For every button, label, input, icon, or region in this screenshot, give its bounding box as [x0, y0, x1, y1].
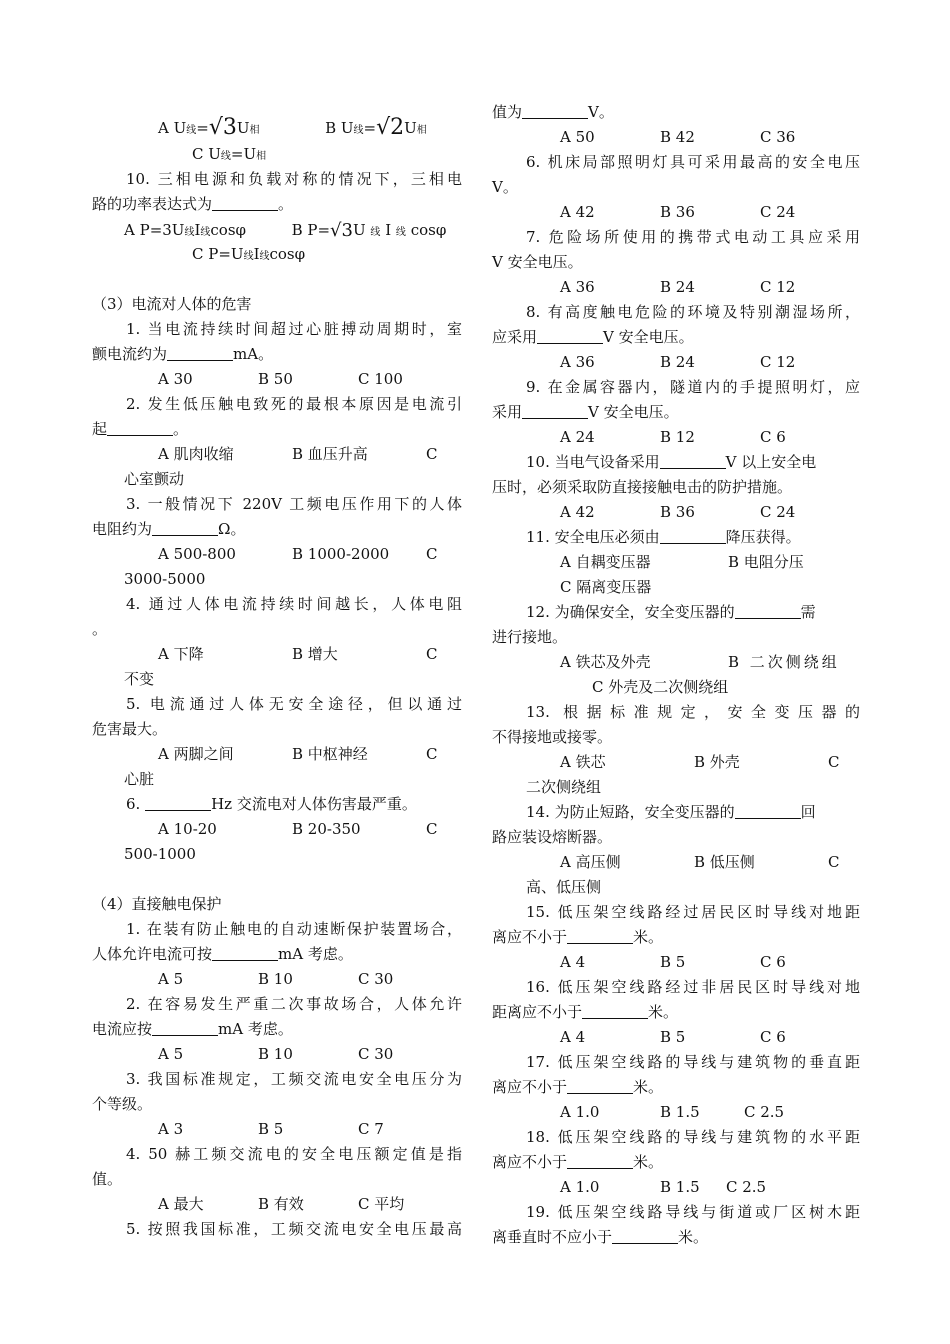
option-b: B 24 [660, 278, 695, 296]
option-c: C 6 [760, 428, 786, 446]
cos-phi: cosφ [410, 221, 447, 239]
option-a: A 高压侧 [560, 853, 621, 871]
option-c: C 6 [760, 953, 786, 971]
question-line [92, 792, 462, 817]
option-a: A 两脚之间 [158, 745, 234, 763]
options-row [92, 1192, 462, 1217]
options-row [92, 1042, 462, 1067]
option-a: A 1.0 [560, 1178, 600, 1196]
text: 需 [800, 603, 816, 621]
text: 离应不小于 [492, 1153, 568, 1171]
i-symbol: I [253, 245, 260, 263]
option-b: B 有效 [258, 1195, 304, 1213]
answer-blank[interactable] [582, 1004, 648, 1019]
options-row [492, 500, 860, 525]
question-line: 1. 在装有防止触电的自动速断保护装置场合， [126, 920, 462, 938]
option-c: C 12 [760, 278, 796, 296]
question-line: 3. 我国标准规定，工频交流电安全电压分为 [126, 1070, 462, 1088]
right-column [492, 100, 860, 1250]
option-c: C [426, 545, 438, 563]
question-line: 。 [92, 620, 108, 638]
option-a: A 4 [560, 953, 586, 971]
text: 电阻约为 [92, 520, 153, 538]
options-row [92, 742, 462, 767]
formula-options-row [92, 112, 462, 142]
option-c: C 30 [358, 970, 394, 988]
question-line [492, 1225, 860, 1250]
option-a: A 1.0 [560, 1103, 600, 1121]
text: 回 [800, 803, 816, 821]
text: 11. 安全电压必须由 [526, 528, 660, 546]
option-b: B 5 [660, 1028, 686, 1046]
text: 米。 [633, 1153, 664, 1171]
text: 12. 为确保安全，安全变压器的 [526, 603, 735, 621]
question-line [92, 942, 462, 967]
subscript: 相 [249, 125, 260, 136]
options-row [492, 200, 860, 225]
question-line: 13. 根据标准规定，安全变压器的 [526, 703, 860, 721]
option-b: B 5 [660, 953, 686, 971]
option-b: B 10 [258, 1045, 293, 1063]
option-a: A 3 [158, 1120, 184, 1138]
subscript: 相 [416, 125, 427, 136]
spacer [92, 267, 462, 292]
option-c-wrap: 心室颤动 [124, 470, 185, 488]
answer-blank[interactable] [660, 529, 726, 544]
text: 值为 [492, 103, 523, 121]
answer-blank[interactable] [735, 604, 801, 619]
text: mA 考虑。 [278, 945, 353, 963]
question-line: 路应装设熔断器。 [492, 828, 613, 846]
answer-blank[interactable] [735, 804, 801, 819]
option-c-wrap: 不变 [124, 670, 155, 688]
subscript: 线 [353, 125, 364, 136]
question-line: 2. 发生低压触电致死的最根本原因是电流引 [126, 395, 462, 413]
options-row [492, 350, 860, 375]
q10-option-c [92, 242, 462, 267]
option-c: C 7 [358, 1120, 384, 1138]
subscript: 线 [220, 151, 231, 162]
answer-blank[interactable] [537, 329, 603, 344]
text: 10. 当电气设备采用 [526, 453, 660, 471]
answer-blank[interactable] [522, 404, 588, 419]
option-a: A 下降 [158, 645, 204, 663]
options-row [492, 550, 860, 575]
answer-blank[interactable] [612, 1229, 678, 1244]
options-row [492, 850, 860, 875]
option-b: B 24 [660, 353, 695, 371]
question-line [92, 1017, 462, 1042]
text: 颤电流约为 [92, 345, 168, 363]
spacer [92, 867, 462, 892]
option-a: A 5 [158, 970, 184, 988]
options-row [492, 950, 860, 975]
option-a: A 42 [560, 203, 595, 221]
equals: = [196, 119, 209, 137]
question-line: 9. 在金属容器内，隧道内的手提照明灯，应 [526, 378, 860, 396]
option-b: B 50 [258, 370, 293, 388]
text: Hz 交流电对人体伤害最严重。 [211, 795, 417, 813]
answer-blank[interactable] [167, 346, 233, 361]
text: V。 [588, 103, 614, 121]
options-row [92, 367, 462, 392]
option-c: C 30 [358, 1045, 394, 1063]
subscript: 线 [200, 227, 211, 238]
option-b: B 36 [660, 203, 695, 221]
question-line: 5. 按照我国标准，工频交流电安全电压最高 [126, 1220, 462, 1238]
equals: = [363, 119, 377, 137]
options-row [492, 750, 860, 775]
option-c: C 24 [760, 203, 796, 221]
question-line [492, 1150, 860, 1175]
option-a: A 肌肉收缩 [158, 445, 234, 463]
options-row: C 外壳及二次侧绕组 [592, 678, 729, 696]
option-a: A 500-800 [158, 545, 236, 563]
answer-blank[interactable] [152, 1021, 218, 1036]
text: 。 [173, 420, 189, 438]
option-c-wrap: 心脏 [124, 770, 155, 788]
question-line [92, 417, 462, 442]
options-row [492, 125, 860, 150]
options-row [492, 275, 860, 300]
answer-blank[interactable] [145, 796, 211, 811]
question-line: 4. 通过人体电流持续时间越长，人体电阻 [126, 595, 462, 613]
answer-blank[interactable] [660, 454, 726, 469]
question-line: 2. 在容易发生严重二次事故场合，人体允许 [126, 995, 462, 1013]
text: 。 [278, 195, 294, 213]
question-line: 3. 一般情况下 220V 工频电压作用下的人体 [126, 495, 462, 513]
text: 离应不小于 [492, 1078, 568, 1096]
question-line [492, 600, 860, 625]
i-symbol: I [194, 221, 201, 239]
option-b: B 1.5 [660, 1103, 700, 1121]
text: V 安全电压。 [603, 328, 694, 346]
option-c: C [426, 820, 438, 838]
question-line: 16. 低压架空线路经过非居民区时导线对地 [526, 978, 860, 996]
option-b: B 5 [258, 1120, 284, 1138]
sqrt-symbol: √2 [376, 115, 405, 140]
options-row [492, 650, 860, 675]
question-line: 17. 低压架空线路的导线与建筑物的垂直距 [526, 1053, 860, 1071]
option-b: B 12 [660, 428, 695, 446]
question-line: 7. 危险场所使用的携带式电动工具应采用 [526, 228, 860, 246]
option-c: C [828, 753, 840, 771]
text: 电流应按 [92, 1020, 153, 1038]
option-b: B 低压侧 [694, 853, 755, 871]
option-c: C [426, 445, 438, 463]
option-c: C 24 [760, 503, 796, 521]
subscript: 线 [395, 227, 406, 238]
options-row [92, 442, 462, 467]
question-line: 8. 有高度触电危险的环境及特别潮湿场所， [526, 303, 860, 321]
option-b: B 42 [660, 128, 695, 146]
question-line: 1. 当电流持续时间超过心脏搏动周期时，室 [126, 320, 462, 338]
text: 起 [92, 420, 108, 438]
question-number: 6. [126, 795, 141, 813]
option-c: C 平均 [358, 1195, 405, 1213]
sqrt-symbol: √3 [330, 220, 353, 241]
options-row [492, 1100, 860, 1125]
option-c: C 36 [760, 128, 796, 146]
options-row [492, 1025, 860, 1050]
question-line: 不得接地或接零。 [492, 728, 613, 746]
option-b: B 1.5 [660, 1178, 700, 1196]
option-b: B P= [291, 221, 331, 239]
option-b: B 外壳 [694, 753, 740, 771]
option-c: C 2.5 [726, 1178, 767, 1196]
answer-blank[interactable] [212, 946, 278, 961]
answer-blank[interactable] [107, 421, 173, 436]
question-line [492, 100, 860, 125]
question-line: 压时，必须采取防直接接触电击的防护措施。 [492, 478, 793, 496]
section-heading: （4）直接触电保护 [92, 895, 222, 913]
option-a: A 36 [560, 278, 595, 296]
text: mA。 [233, 345, 274, 363]
question-line: 危害最大。 [92, 720, 168, 738]
q10-options-ab [92, 217, 462, 242]
text: 人体允许电流可按 [92, 945, 213, 963]
question-line [492, 325, 860, 350]
question-line: 个等级。 [92, 1095, 153, 1113]
option-b: B 增大 [292, 645, 338, 663]
question-line: 4. 50 赫工频交流电的安全电压额定值是指 [126, 1145, 462, 1163]
u-symbol: U [404, 119, 417, 137]
text: 路的功率表达式为 [92, 195, 213, 213]
answer-blank[interactable] [152, 521, 218, 536]
text: 离应不小于 [492, 928, 568, 946]
text: 米。 [678, 1228, 709, 1246]
question-line: 15. 低压架空线路经过居民区时导线对地距 [526, 903, 860, 921]
question-line: 19. 低压架空线路导线与街道或厂区树木距 [526, 1203, 860, 1221]
question-line [492, 450, 860, 475]
options-row: C 隔离变压器 [560, 578, 652, 596]
formula-option-c-row [92, 142, 462, 167]
option-c-wrap: 高、低压侧 [526, 878, 602, 896]
text: 距离应不小于 [492, 1003, 583, 1021]
question-line [92, 342, 462, 367]
option-b: B U [325, 119, 354, 137]
text: mA 考虑。 [218, 1020, 293, 1038]
question-line [492, 525, 860, 550]
option-c-wrap: 3000-5000 [124, 570, 206, 588]
question-line: 值。 [92, 1170, 123, 1188]
option-b: B 电阻分压 [728, 553, 804, 571]
text: 米。 [648, 1003, 679, 1021]
option-b: B 中枢神经 [292, 745, 368, 763]
subscript: 线 [370, 227, 381, 238]
cos-phi: cosφ [269, 245, 306, 263]
option-c: C U [192, 145, 221, 163]
text: 米。 [633, 1078, 664, 1096]
option-a: A 4 [560, 1028, 586, 1046]
question-line [492, 925, 860, 950]
option-c: C 6 [760, 1028, 786, 1046]
option-c: C 2.5 [744, 1103, 785, 1121]
question-line [492, 1075, 860, 1100]
question-line: 5. 电流通过人体无安全途径，但以通过 [126, 695, 462, 713]
option-a: A U [158, 119, 187, 137]
option-a: A P=3U [124, 221, 185, 239]
answer-blank[interactable] [212, 196, 278, 211]
text: V 安全电压。 [588, 403, 679, 421]
option-a: A 最大 [158, 1195, 204, 1213]
option-a: A 24 [560, 428, 595, 446]
option-a: A 10-20 [158, 820, 217, 838]
text: 离垂直时不应小于 [492, 1228, 613, 1246]
option-c: C [828, 853, 840, 871]
option-a: A 30 [158, 370, 193, 388]
text: 米。 [633, 928, 664, 946]
text: 采用 [492, 403, 523, 421]
section-heading: （3）电流对人体的危害 [92, 295, 252, 313]
question-line [92, 192, 462, 217]
option-c-wrap: 二次侧绕组 [526, 778, 602, 796]
question-line [492, 400, 860, 425]
options-row [492, 425, 860, 450]
text: V 以上安全电 [725, 453, 817, 471]
option-c: C [426, 745, 438, 763]
equals: =U [230, 145, 257, 163]
option-b: B 血压升高 [292, 445, 368, 463]
question-line [492, 1000, 860, 1025]
subscript: 线 [259, 251, 270, 262]
option-a: A 5 [158, 1045, 184, 1063]
option-a: A 42 [560, 503, 595, 521]
u-symbol: U [352, 221, 366, 239]
u-symbol: U [236, 119, 250, 137]
subscript: 线 [243, 251, 254, 262]
question-line: V。 [492, 178, 518, 196]
cos-phi: cosφ [210, 221, 247, 239]
question-line: 进行接地。 [492, 628, 568, 646]
sqrt-symbol: √3 [208, 115, 237, 140]
question-line: V 安全电压。 [492, 253, 583, 271]
option-c-wrap: 500-1000 [124, 845, 196, 863]
options-row [92, 1117, 462, 1142]
option-a: A 铁芯 [560, 753, 606, 771]
question-line: 18. 低压架空线路的导线与建筑物的水平距 [526, 1128, 860, 1146]
text: 14. 为防止短路，安全变压器的 [526, 803, 735, 821]
left-column [92, 112, 462, 1242]
option-b: B 20-350 [292, 820, 361, 838]
option-a: A 铁芯及外壳 [560, 653, 651, 671]
option-c: C 100 [358, 370, 403, 388]
question-line: 10. 三相电源和负载对称的情况下，三相电 [126, 170, 462, 188]
subscript: 线 [186, 125, 197, 136]
i-symbol: I [385, 221, 392, 239]
option-b: B 36 [660, 503, 695, 521]
text: Ω。 [218, 520, 246, 538]
option-a: A 自耦变压器 [560, 553, 651, 571]
subscript: 线 [184, 227, 195, 238]
subscript: 相 [256, 151, 267, 162]
answer-blank[interactable] [567, 1154, 633, 1169]
option-a: A 50 [560, 128, 595, 146]
option-c: C 12 [760, 353, 796, 371]
answer-blank[interactable] [567, 1079, 633, 1094]
options-row [92, 642, 462, 667]
option-c: C [426, 645, 438, 663]
option-b: B 1000-2000 [292, 545, 390, 563]
answer-blank[interactable] [522, 104, 588, 119]
option-c: C P=U [192, 245, 244, 263]
question-line [92, 517, 462, 542]
options-row [492, 1175, 860, 1200]
option-a: A 36 [560, 353, 595, 371]
options-row [92, 817, 462, 842]
option-b: B 二次侧绕组 [728, 653, 840, 671]
options-row [92, 542, 462, 567]
text: 应采用 [492, 328, 538, 346]
options-row [92, 967, 462, 992]
text: 降压获得。 [725, 528, 801, 546]
question-line [492, 800, 860, 825]
answer-blank[interactable] [567, 929, 633, 944]
option-b: B 10 [258, 970, 293, 988]
question-line: 6. 机床局部照明灯具可采用最高的安全电压 [526, 153, 860, 171]
